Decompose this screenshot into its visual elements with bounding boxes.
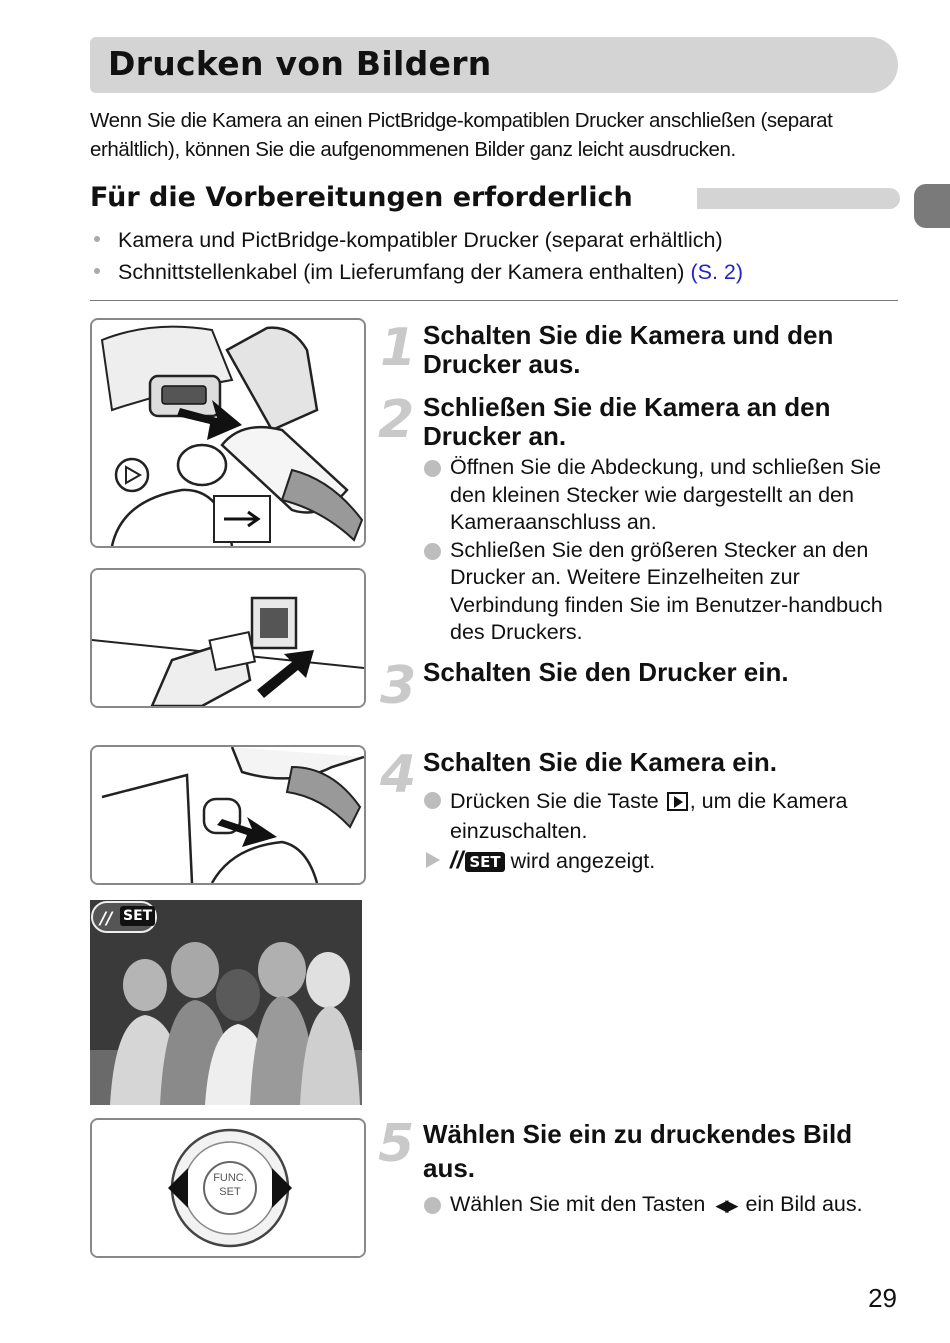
- dial-func-label: FUNC.: [213, 1172, 247, 1184]
- list-item: [423, 537, 903, 647]
- svg-text://: //: [100, 909, 113, 929]
- circle-bullet-icon: [424, 792, 441, 809]
- circle-bullet-icon: [424, 460, 441, 477]
- step-title: Schließen Sie die Kamera an den Drucker an.: [423, 392, 831, 451]
- circle-bullet-icon: [424, 543, 441, 560]
- playback-button-icon: [667, 792, 688, 811]
- step-bullets: [423, 786, 903, 876]
- step-number: 5: [378, 1114, 415, 1174]
- step-number: 3: [380, 656, 417, 716]
- page-number: 29: [868, 1283, 897, 1313]
- list-item: [423, 454, 903, 537]
- figure-control-dial: [90, 1118, 366, 1258]
- dial-set-label: SET: [219, 1186, 241, 1198]
- dot-bullet-icon: [94, 236, 100, 242]
- figure-printer-port: [90, 568, 366, 708]
- step-title: Schalten Sie den Drucker ein.: [423, 657, 789, 687]
- left-right-arrows-icon: ◀▶: [715, 1196, 736, 1215]
- figure-camera-port: [90, 318, 366, 548]
- screen-set-badge: SET: [120, 906, 155, 926]
- page-reference-link[interactable]: (S. 2): [690, 260, 744, 284]
- triangle-result-icon: [426, 852, 440, 868]
- figure-power-button: [90, 745, 366, 885]
- requirement-text: Kamera und PictBridge-kompatibler Drucker (separat erhältlich): [118, 228, 723, 252]
- list-item: [423, 846, 903, 876]
- result-text: wird angezeigt.: [510, 849, 656, 873]
- divider: [90, 300, 898, 301]
- list-item: [423, 786, 903, 846]
- step-title: Schalten Sie die Kamera ein.: [423, 747, 778, 777]
- bullet-text: Drücken Sie die Taste: [450, 789, 665, 813]
- intro-paragraph: Wenn Sie die Kamera an einen PictBridge-kompatiblen Drucker anschließen (separat erhältlich), können Sie die aufgenommenen Bilder ganz leicht ausdrucken.: [90, 109, 833, 161]
- step-number: 1: [380, 318, 417, 378]
- chapter-tab: [914, 184, 950, 228]
- step-number: 4: [380, 745, 417, 805]
- bullet-text: Öffnen Sie die Abdeckung, und schließen Sie den kleinen Stecker wie dargestellt an den Kameraanschluss an.: [450, 455, 882, 534]
- figure-camera-screen: [90, 900, 362, 1105]
- step-bullets: [423, 454, 903, 647]
- list-item: [90, 224, 900, 256]
- bullet-text: Wählen Sie mit den Tasten: [450, 1192, 712, 1216]
- print-icon: //: [450, 847, 464, 874]
- step-title: Schalten Sie die Kamera und den Drucker aus.: [423, 320, 834, 379]
- bullet-text: Schließen Sie den größeren Stecker an den Drucker an. Weitere Einzelheiten zur Verbindung finden Sie im Benutzer-handbuch des Druckers.: [450, 537, 883, 644]
- section-title-bar: [697, 188, 900, 209]
- page-title: Drucken von Bildern: [108, 44, 492, 83]
- requirement-text: Schnittstellenkabel (im Lieferumfang der Kamera enthalten): [118, 260, 691, 284]
- bullet-text: , um die Kamera einzuschalten.: [450, 789, 848, 843]
- step-title: Wählen Sie ein zu druckendes Bild aus.: [423, 1119, 853, 1183]
- circle-bullet-icon: [424, 1197, 441, 1214]
- list-item: [423, 1191, 903, 1220]
- step-bullets: [423, 1191, 903, 1220]
- step-number: 2: [378, 390, 415, 450]
- set-badge: SET: [465, 852, 504, 872]
- requirements-list: [90, 224, 900, 288]
- bullet-text: ein Bild aus.: [739, 1192, 863, 1216]
- dot-bullet-icon: [94, 268, 100, 274]
- list-item: [90, 256, 900, 288]
- section-title: Für die Vorbereitungen erforderlich: [90, 182, 633, 213]
